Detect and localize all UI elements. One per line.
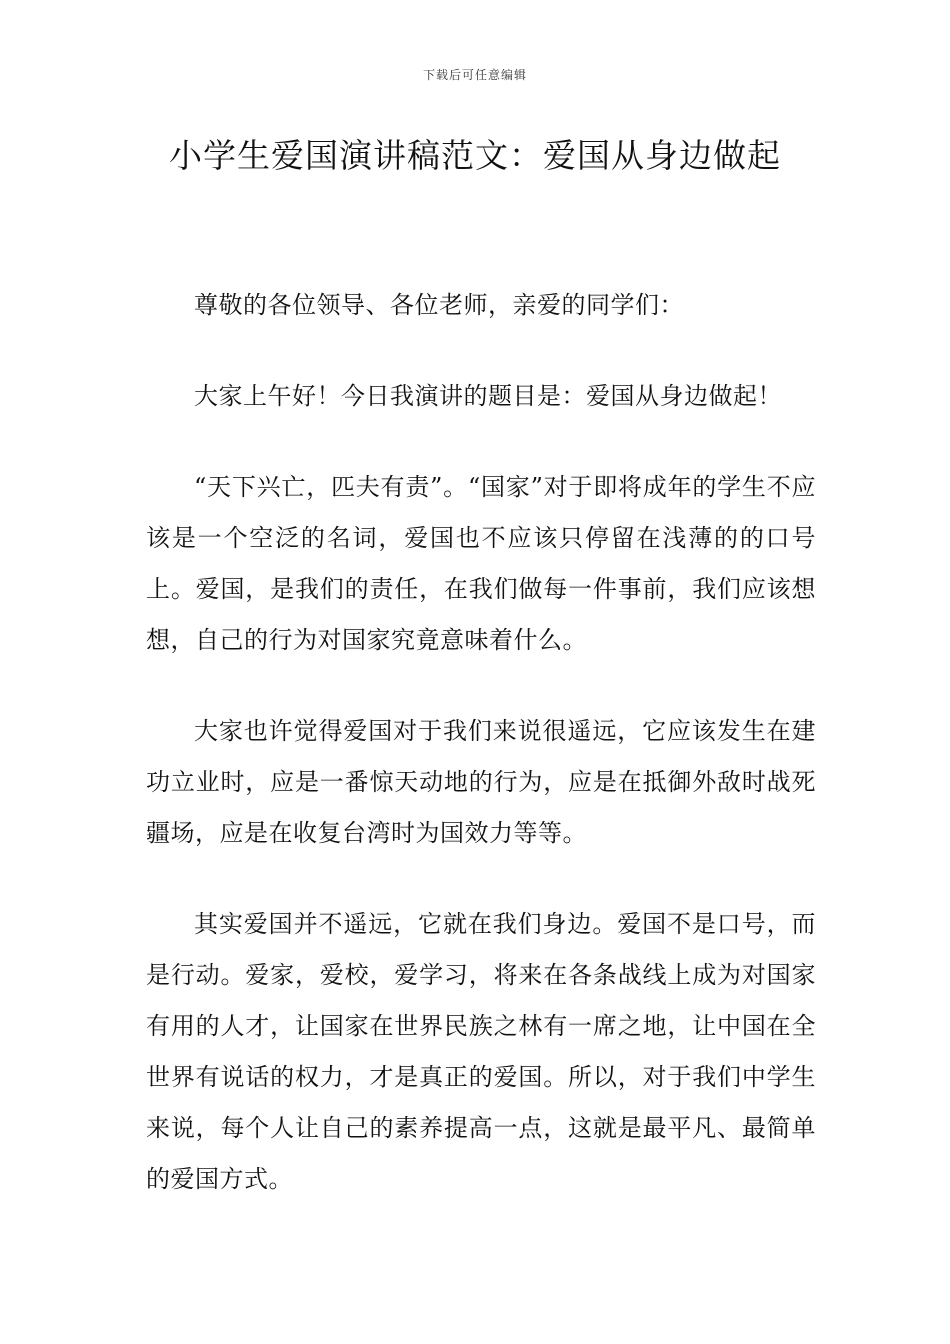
document-title: 小学生爱国演讲稿范文：爱国从身边做起 <box>169 136 781 175</box>
paragraph-distance: 大家也许觉得爱国对于我们来说很遥远，它应该发生在建功立业时，应是一番惊天动地的行为，应是在抵御外敌时战死疆场，应是在收复台湾时为国效力等等。 <box>146 717 816 847</box>
paragraph-action: 其实爱国并不遥远，它就在我们身边。爱国不是口号，而是行动。爱家，爱校，爱学习，将来在各条战线上成为对国家有用的人才，让国家在世界民族之林有一席之地，让中国在全世界有说话的权力，才是真正的爱国。所以，对于我们中学生来说，每个人让自己的素养提高一点，这就是最平凡、最简单的爱国方式。 <box>146 910 816 1193</box>
paragraph-responsibility: “天下兴亡，匹夫有责”。“国家”对于即将成年的学生不应该是一个空泛的名词，爱国也不应该只停留在浅薄的的口号上。爱国，是我们的责任，在我们做每一件事前，我们应该想想，自己的行为对国家究竟意味着什么。 <box>146 473 816 654</box>
header-note: 下载后可任意编辑 <box>422 68 527 82</box>
paragraph-intro: 大家上午好！今日我演讲的题目是：爱国从身边做起！ <box>194 382 782 410</box>
document-body <box>146 280 816 1245</box>
paragraph-greeting: 尊敬的各位领导、各位老师，亲爱的同学们： <box>194 291 684 319</box>
